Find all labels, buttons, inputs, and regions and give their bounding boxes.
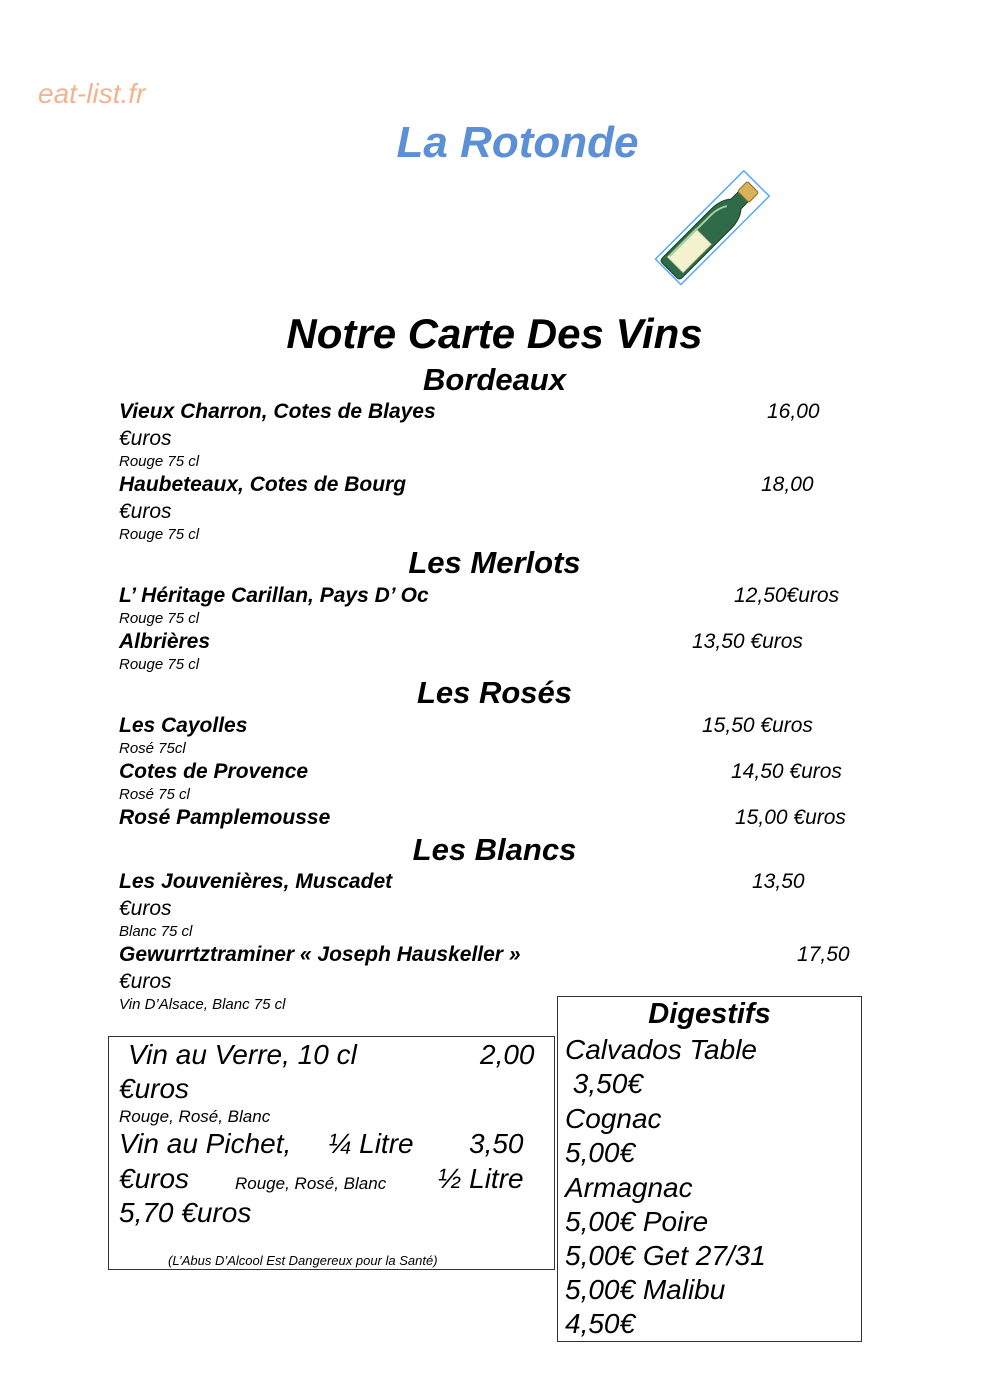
section-merlots: Les Merlots — [408, 545, 581, 580]
carafe-quarter-label: ¼ Litre — [328, 1128, 414, 1159]
restaurant-name: La Rotonde — [396, 118, 639, 167]
digestif-line: Calvados Table — [565, 1034, 757, 1065]
wine-name: Rosé Pamplemousse — [119, 806, 331, 829]
wine-name: Albrières — [119, 630, 211, 653]
wine-price: 14,50 €uros — [731, 760, 842, 783]
glass-wine-currency: €uros — [119, 1073, 190, 1104]
wine-note: Rosé 75 cl — [119, 786, 190, 803]
carafe-note: Rouge, Rosé, Blanc — [235, 1174, 387, 1193]
digestif-line: 5,00€ Malibu — [565, 1274, 726, 1305]
wine-currency: €uros — [119, 500, 172, 523]
carafe-label: Vin au Pichet, — [119, 1128, 292, 1159]
carafe-quarter-price: 3,50 — [469, 1128, 524, 1159]
wine-note: Blanc 75 cl — [119, 923, 193, 940]
wine-name: Les Jouvenières, Muscadet — [119, 870, 393, 893]
wine-currency: €uros — [119, 427, 172, 450]
wine-name: Vieux Charron, Cotes de Blayes — [119, 400, 436, 423]
glass-wine-note: Rouge, Rosé, Blanc — [119, 1107, 271, 1126]
wine-currency: €uros — [119, 897, 172, 920]
wine-note: Rouge 75 cl — [119, 453, 200, 470]
watermark: eat-list.fr — [38, 78, 146, 109]
wine-price: 13,50 — [752, 870, 805, 893]
wine-name: Les Cayolles — [119, 714, 248, 737]
wine-price: 12,50€uros — [734, 584, 840, 607]
wine-price: 16,00 — [767, 400, 820, 423]
wine-name: Cotes de Provence — [119, 760, 309, 783]
digestif-line: 3,50€ — [565, 1068, 643, 1099]
health-warning: (L’Abus D’Alcool Est Dangereux pour la Santé) — [168, 1253, 438, 1268]
wine-note: Rouge 75 cl — [119, 526, 200, 543]
menu-title: Notre Carte Des Vins — [286, 310, 703, 357]
wine-currency: €uros — [119, 970, 172, 993]
wine-note: Vin D’Alsace, Blanc 75 cl — [119, 996, 286, 1013]
section-roses: Les Rosés — [416, 675, 573, 710]
digestifs-title: Digestifs — [648, 998, 771, 1030]
wine-name: L’ Héritage Carillan, Pays D’ Oc — [119, 584, 429, 607]
digestif-line: 5,00€ — [565, 1137, 636, 1168]
carafe-half-label: ½ Litre — [438, 1163, 524, 1194]
wine-note: Rosé 75cl — [119, 740, 186, 757]
wine-price: 15,50 €uros — [702, 714, 813, 737]
digestif-line: 4,50€ — [565, 1308, 636, 1339]
carafe-currency: €uros — [119, 1163, 190, 1194]
wine-name: Gewurrtztraminer « Joseph Hauskeller » — [119, 943, 521, 966]
champagne-bottle-icon — [640, 158, 785, 298]
section-bordeaux: Bordeaux — [423, 362, 566, 397]
digestif-line: 5,00€ Get 27/31 — [565, 1240, 766, 1271]
wine-price: 13,50 €uros — [692, 630, 803, 653]
glass-wine-price: 2,00 — [480, 1039, 535, 1070]
section-blancs: Les Blancs — [412, 832, 577, 867]
digestif-line: 5,00€ Poire — [565, 1206, 709, 1237]
wine-note: Rouge 75 cl — [119, 656, 200, 673]
digestif-line: Cognac — [565, 1103, 662, 1134]
wine-price: 18,00 — [761, 473, 814, 496]
wine-price: 15,00 €uros — [735, 806, 846, 829]
wine-note: Rouge 75 cl — [119, 610, 200, 627]
wine-price: 17,50 — [797, 943, 850, 966]
glass-wine-label: Vin au Verre, 10 cl — [128, 1039, 357, 1070]
digestif-line: Armagnac — [565, 1172, 693, 1203]
wine-name: Haubeteaux, Cotes de Bourg — [119, 473, 407, 496]
carafe-half-price: 5,70 €uros — [119, 1197, 252, 1228]
